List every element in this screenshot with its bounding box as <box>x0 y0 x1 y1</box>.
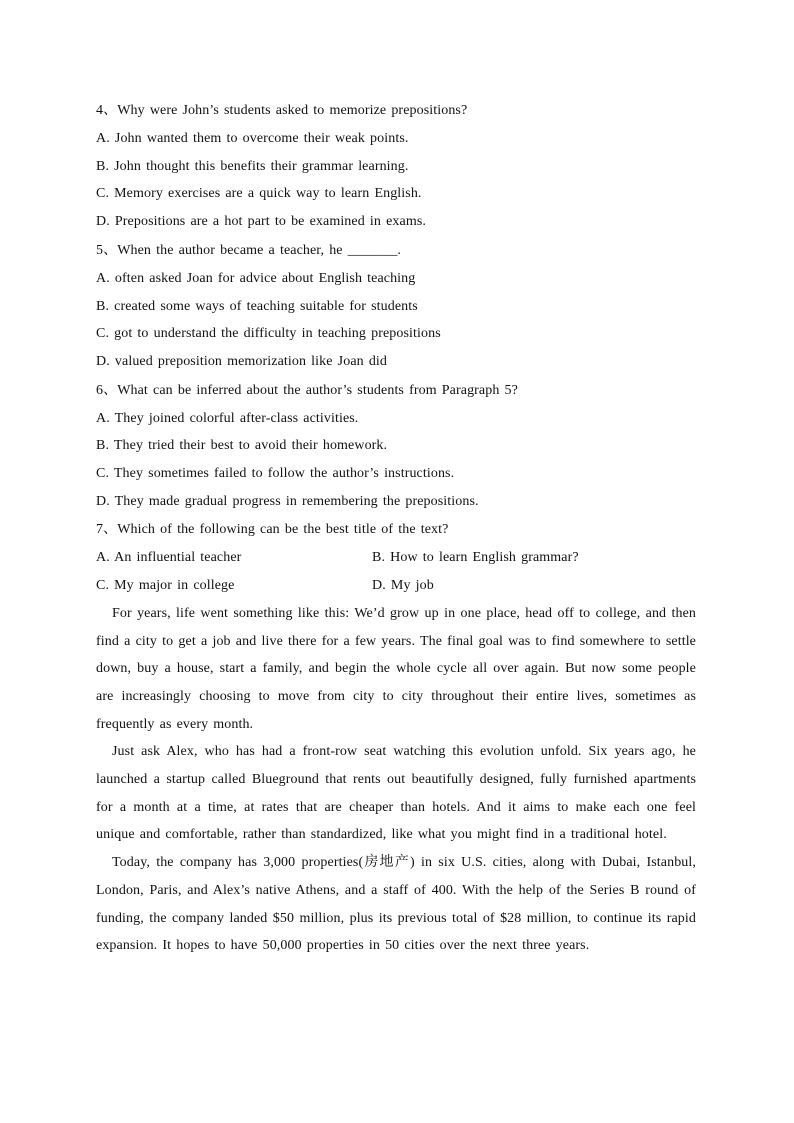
question-6 <box>96 376 696 516</box>
question-7 <box>96 515 696 599</box>
question-7-option-b: B. How to learn English grammar? <box>372 550 579 566</box>
passage-paragraph-1: For years, life went something like this: We’d grow up in one place, head off to college, and then find a city to get a job and live there for a few years. The final goal was to find somewhere to settle down, buy a house, start a family, and begin the whole cycle all over again. But now some people are increasingly choosing to move from city to city throughout their entire lives, sometimes as frequently as every month. <box>96 605 696 732</box>
question-7-option-a: A. An influential teacher <box>96 550 242 566</box>
question-7-stem: 7、Which of the following can be the best title of the text? <box>96 522 449 538</box>
question-4 <box>96 96 696 236</box>
question-5-stem: 5、When the author became a teacher, he _______. <box>96 242 402 258</box>
question-5-option-b: B. created some ways of teaching suitable for students <box>96 298 418 314</box>
reading-passage <box>96 600 696 960</box>
question-4-option-c: C. Memory exercises are a quick way to learn English. <box>96 186 422 202</box>
question-4-option-b: B. John thought this benefits their grammar learning. <box>96 158 409 174</box>
question-7-option-d: D. My job <box>372 578 434 594</box>
question-6-option-a: A. They joined colorful after-class activities. <box>96 410 359 426</box>
question-7-options <box>96 544 696 599</box>
question-5-option-c: C. got to understand the difficulty in teaching prepositions <box>96 326 441 342</box>
passage-paragraph-2: Just ask Alex, who has had a front-row seat watching this evolution unfold. Six years ago, he launched a startup called Blueground that rents out beautifully designed, fully furnished apartments for a month at a time, at rates that are cheaper than hotels. And it aims to make each one feel unique and comfortable, rather than standardized, like what you might find in a traditional hotel. <box>96 744 696 843</box>
question-4-option-d: D. Prepositions are a hot part to be examined in exams. <box>96 214 426 230</box>
passage-paragraph-3: Today, the company has 3,000 properties(房地产) in six U.S. cities, along with Dubai, Istanbul, London, Paris, and Alex’s native Athens, and a staff of 400. With the help of the Series B round of funding, the company landed $50 million, plus its previous total of $28 million, to continue its rapid expansion. It hopes to have 50,000 properties in 50 cities over the next three years. <box>96 855 696 954</box>
question-6-stem: 6、What can be inferred about the author’s students from Paragraph 5? <box>96 382 518 398</box>
question-5-option-d: D. valued preposition memorization like Joan did <box>96 353 388 369</box>
question-6-option-b: B. They tried their best to avoid their homework. <box>96 438 388 454</box>
question-7-option-c: C. My major in college <box>96 578 235 594</box>
question-4-stem: 4、Why were John’s students asked to memorize prepositions? <box>96 103 468 118</box>
question-6-option-c: C. They sometimes failed to follow the author’s instructions. <box>96 466 455 482</box>
question-4-option-a: A. John wanted them to overcome their weak points. <box>96 131 409 146</box>
document-page <box>96 96 696 960</box>
question-5 <box>96 236 696 376</box>
question-6-option-d: D. They made gradual progress in remembering the prepositions. <box>96 493 479 509</box>
question-5-option-a: A. often asked Joan for advice about English teaching <box>96 270 416 286</box>
